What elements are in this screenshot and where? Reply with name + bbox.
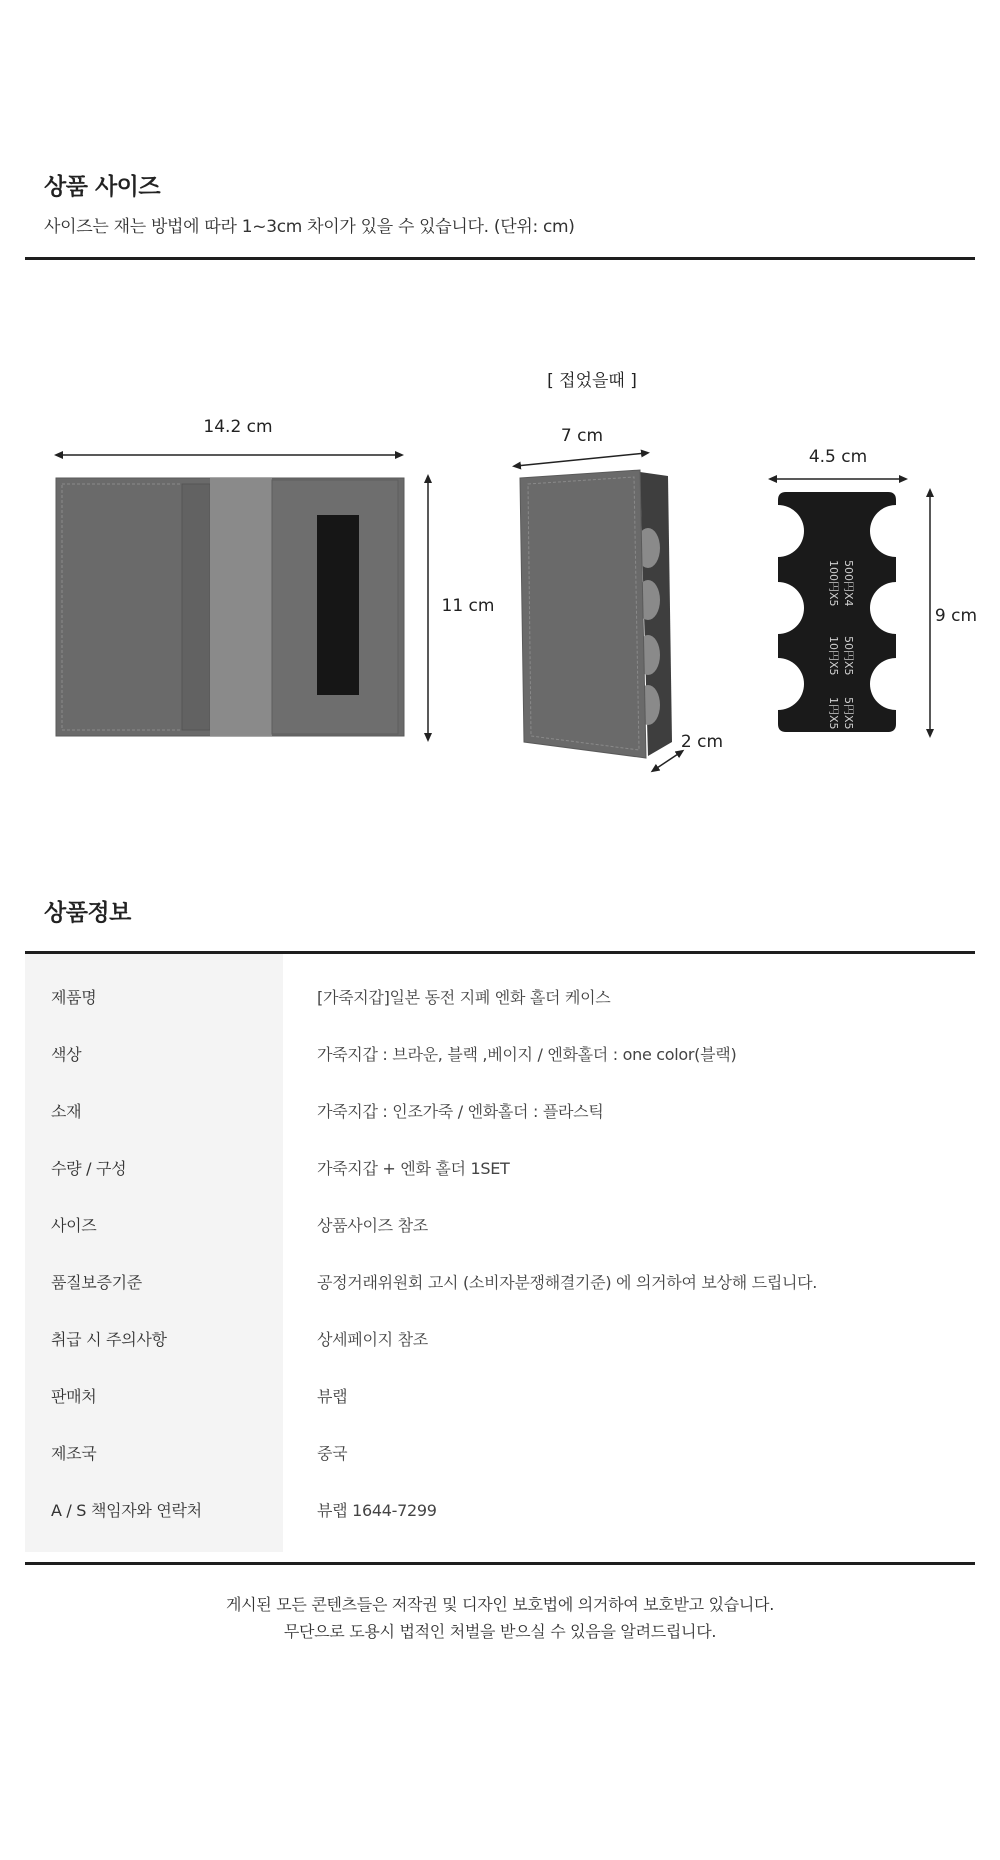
spec-value: 가죽지갑 : 브라운, 블랙 ,베이지 / 엔화홀더 : one color(블랙) (317, 1045, 737, 1064)
spec-row-color (25, 1025, 975, 1082)
open-width-label: 14.2 cm (203, 417, 273, 437)
spec-label: 수량 / 구성 (25, 1139, 283, 1196)
spec-label: 색상 (25, 1025, 283, 1082)
spec-row-seller (25, 1367, 975, 1424)
holder-label-6: 5円X5 (842, 697, 855, 730)
spec-value: [가죽지갑]일본 동전 지폐 엔화 홀더 케이스 (317, 988, 611, 1007)
copyright-notice (0, 1591, 1000, 1645)
spec-value: 상세페이지 참조 (317, 1330, 428, 1349)
spec-row-as-contact (25, 1481, 975, 1552)
holder-label-2: 500円X4 (842, 560, 855, 607)
spec-label: 취급 시 주의사항 (25, 1310, 283, 1367)
folded-width-label: 7 cm (560, 426, 604, 446)
folded-width-arrow (516, 453, 646, 466)
holder-label-3: 10円X5 (827, 636, 840, 676)
spec-value: 뷰랩 (317, 1387, 348, 1406)
open-height-label: 11 cm (441, 596, 495, 616)
spec-row-origin (25, 1424, 975, 1481)
size-illustration (0, 360, 1000, 790)
holder-label-5: 1円X5 (827, 697, 840, 730)
copyright-line-1: 게시된 모든 콘텐츠들은 저작권 및 디자인 보호법에 의거하여 보호받고 있습니다. (225, 1595, 774, 1614)
spec-row-warranty (25, 1253, 975, 1310)
spec-row-quantity (25, 1139, 975, 1196)
folded-depth-arrow (654, 752, 681, 770)
spec-row-caution (25, 1310, 975, 1367)
spec-row-material (25, 1082, 975, 1139)
top-divider (25, 257, 975, 260)
spec-label: A / S 책임자와 연락처 (25, 1481, 283, 1552)
holder-height-label: 9 cm (934, 606, 978, 626)
spec-value: 중국 (317, 1444, 348, 1463)
spec-value: 뷰랩 1644-7299 (317, 1501, 437, 1520)
spec-table (25, 954, 975, 1552)
holder-width-label: 4.5 cm (808, 447, 868, 467)
coin-holder-image (778, 492, 896, 732)
folded-label: [ 접었을때 ] (547, 371, 637, 391)
spec-label: 판매처 (25, 1367, 283, 1424)
spec-label: 제품명 (25, 954, 283, 1025)
open-wallet-image (56, 478, 404, 736)
folded-depth-label: 2 cm (680, 732, 724, 752)
spec-value: 가죽지갑 + 엔화 홀더 1SET (317, 1159, 510, 1178)
size-section-note: 사이즈는 재는 방법에 따라 1~3cm 차이가 있을 수 있습니다. (단위: cm) (44, 217, 575, 237)
spec-label: 사이즈 (25, 1196, 283, 1253)
spec-label: 품질보증기준 (25, 1253, 283, 1310)
spec-value: 가죽지갑 : 인조가죽 / 엔화홀더 : 플라스틱 (317, 1102, 604, 1121)
spec-value: 공정거래위원회 고시 (소비자분쟁해결기준) 에 의거하여 보상해 드립니다. (317, 1273, 818, 1292)
holder-label-4: 50円X5 (842, 636, 855, 676)
spec-label: 제조국 (25, 1424, 283, 1481)
size-section-title: 상품 사이즈 (44, 174, 161, 200)
spec-row-size (25, 1196, 975, 1253)
folded-wallet-image (520, 470, 672, 758)
info-section-title: 상품정보 (44, 900, 131, 926)
copyright-line-2: 무단으로 도용시 법적인 처벌을 받으실 수 있음을 알려드립니다. (283, 1622, 717, 1641)
holder-label-1: 100円X5 (827, 560, 840, 607)
spec-label: 소재 (25, 1082, 283, 1139)
table-bottom-divider (25, 1562, 975, 1565)
spec-value: 상품사이즈 참조 (317, 1216, 428, 1235)
spec-row-product-name (25, 954, 975, 1025)
